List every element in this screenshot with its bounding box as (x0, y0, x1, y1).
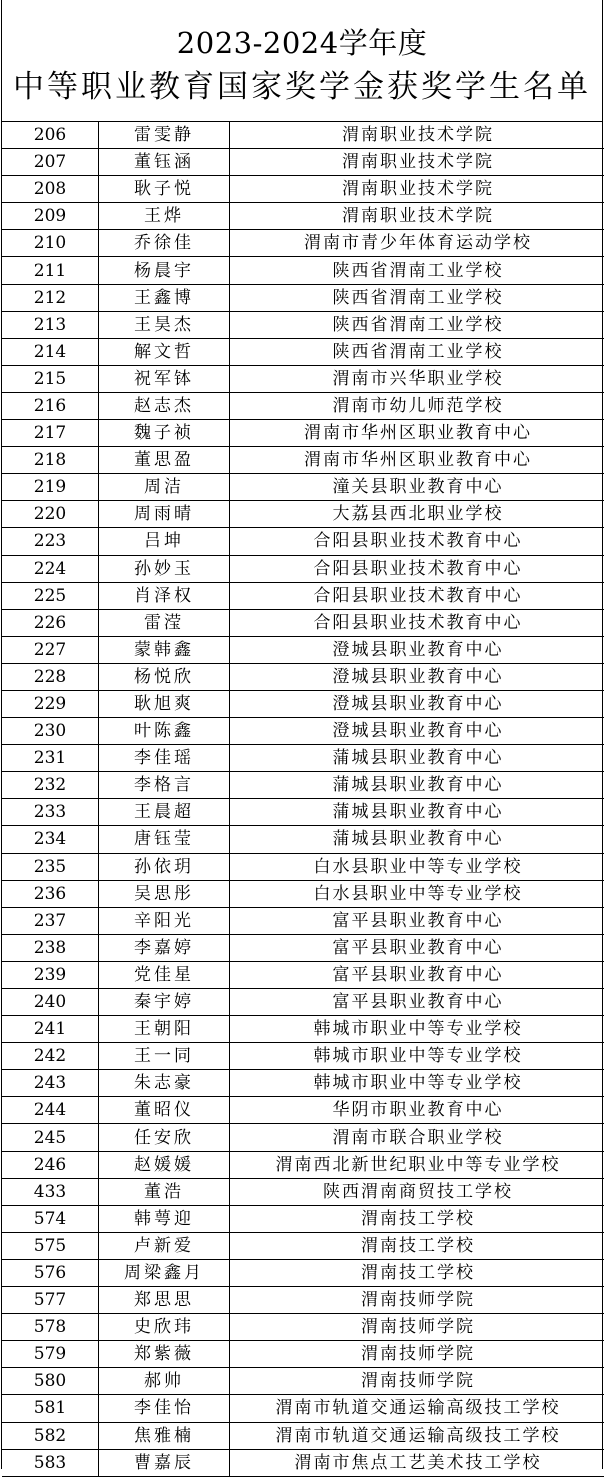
row-number-cell: 229 (2, 690, 99, 717)
school-name-cell: 富平县职业教育中心 (230, 989, 604, 1016)
row-number-cell: 245 (2, 1124, 99, 1151)
school-name-cell: 合阳县职业技术教育中心 (230, 609, 604, 636)
row-number-cell: 575 (2, 1232, 99, 1259)
school-name-cell: 澄城县职业教育中心 (230, 636, 604, 663)
title-main: 中等职业教育国家奖学金获奖学生名单 (2, 60, 602, 107)
student-name-cell: 卢新爱 (99, 1232, 230, 1259)
school-name-cell: 白水县职业中等专业学校 (230, 880, 604, 907)
student-name-cell: 李佳瑶 (99, 745, 230, 772)
school-name-cell: 渭南市兴华职业学校 (230, 365, 604, 392)
roster-table (2, 122, 604, 1477)
table-row (2, 284, 604, 311)
school-name-cell: 蒲城县职业教育中心 (230, 745, 604, 772)
school-name-cell: 渭南市轨道交通运输高级技工学校 (230, 1395, 604, 1422)
table-row (2, 1259, 604, 1286)
student-name-cell: 肖泽权 (99, 582, 230, 609)
school-name-cell: 白水县职业中等专业学校 (230, 853, 604, 880)
row-number-cell: 223 (2, 528, 99, 555)
school-name-cell: 蒲城县职业教育中心 (230, 826, 604, 853)
table-row (2, 772, 604, 799)
table-row (2, 690, 604, 717)
school-name-cell: 渭南市幼儿师范学校 (230, 392, 604, 419)
table-row (2, 934, 604, 961)
table-row (2, 338, 604, 365)
student-name-cell: 耿旭爽 (99, 690, 230, 717)
row-number-cell: 234 (2, 826, 99, 853)
student-name-cell: 任安欣 (99, 1124, 230, 1151)
row-number-cell: 235 (2, 853, 99, 880)
student-name-cell: 党佳星 (99, 961, 230, 988)
student-name-cell: 朱志豪 (99, 1070, 230, 1097)
table-row (2, 1314, 604, 1341)
table-row (2, 257, 604, 284)
row-number-cell: 217 (2, 420, 99, 447)
document-header (2, 0, 602, 122)
row-number-cell: 232 (2, 772, 99, 799)
school-name-cell: 渭南市焦点工艺美术技工学校 (230, 1449, 604, 1476)
school-name-cell: 澄城县职业教育中心 (230, 663, 604, 690)
row-number-cell: 206 (2, 122, 99, 149)
row-number-cell: 244 (2, 1097, 99, 1124)
school-name-cell: 渭南市华州区职业教育中心 (230, 420, 604, 447)
award-list-document (1, 0, 603, 1469)
table-row (2, 1422, 604, 1449)
title-academic-year: 2023-2024学年度 (2, 0, 602, 60)
school-name-cell: 渭南职业技术学院 (230, 203, 604, 230)
school-name-cell: 渭南市联合职业学校 (230, 1124, 604, 1151)
table-row (2, 989, 604, 1016)
row-number-cell: 240 (2, 989, 99, 1016)
student-name-cell: 吕坤 (99, 528, 230, 555)
school-name-cell: 大荔县西北职业学校 (230, 501, 604, 528)
table-row (2, 961, 604, 988)
school-name-cell: 陕西省渭南工业学校 (230, 338, 604, 365)
row-number-cell: 210 (2, 230, 99, 257)
student-name-cell: 雷雯静 (99, 122, 230, 149)
school-name-cell: 潼关县职业教育中心 (230, 474, 604, 501)
student-name-cell: 董思盈 (99, 447, 230, 474)
table-row (2, 149, 604, 176)
student-name-cell: 李格言 (99, 772, 230, 799)
row-number-cell: 212 (2, 284, 99, 311)
table-row (2, 663, 604, 690)
row-number-cell: 578 (2, 1314, 99, 1341)
school-name-cell: 陕西省渭南工业学校 (230, 311, 604, 338)
row-number-cell: 580 (2, 1368, 99, 1395)
school-name-cell: 渭南技工学校 (230, 1259, 604, 1286)
row-number-cell: 574 (2, 1205, 99, 1232)
table-row (2, 1124, 604, 1151)
row-number-cell: 236 (2, 880, 99, 907)
student-name-cell: 董浩 (99, 1178, 230, 1205)
table-row (2, 1232, 604, 1259)
student-name-cell: 杨悦欣 (99, 663, 230, 690)
student-name-cell: 辛阳光 (99, 907, 230, 934)
table-row (2, 1097, 604, 1124)
table-row (2, 799, 604, 826)
student-name-cell: 周梁鑫月 (99, 1259, 230, 1286)
row-number-cell: 209 (2, 203, 99, 230)
school-name-cell: 蒲城县职业教育中心 (230, 772, 604, 799)
table-row (2, 609, 604, 636)
row-number-cell: 211 (2, 257, 99, 284)
student-name-cell: 周洁 (99, 474, 230, 501)
school-name-cell: 渭南技师学院 (230, 1314, 604, 1341)
table-row (2, 555, 604, 582)
table-row (2, 745, 604, 772)
student-name-cell: 解文哲 (99, 338, 230, 365)
row-number-cell: 246 (2, 1151, 99, 1178)
row-number-cell: 218 (2, 447, 99, 474)
row-number-cell: 227 (2, 636, 99, 663)
student-name-cell: 王晨超 (99, 799, 230, 826)
student-name-cell: 雷滢 (99, 609, 230, 636)
student-name-cell: 李嘉婷 (99, 934, 230, 961)
table-row (2, 1368, 604, 1395)
school-name-cell: 韩城市职业中等专业学校 (230, 1070, 604, 1097)
school-name-cell: 渭南技工学校 (230, 1205, 604, 1232)
table-row (2, 1070, 604, 1097)
school-name-cell: 渭南技师学院 (230, 1287, 604, 1314)
school-name-cell: 合阳县职业技术教育中心 (230, 582, 604, 609)
student-name-cell: 史欣玮 (99, 1314, 230, 1341)
row-number-cell: 219 (2, 474, 99, 501)
row-number-cell: 226 (2, 609, 99, 636)
row-number-cell: 577 (2, 1287, 99, 1314)
school-name-cell: 渭南市青少年体育运动学校 (230, 230, 604, 257)
student-name-cell: 唐钰莹 (99, 826, 230, 853)
student-name-cell: 韩萼迎 (99, 1205, 230, 1232)
school-name-cell: 合阳县职业技术教育中心 (230, 555, 604, 582)
row-number-cell: 228 (2, 663, 99, 690)
table-row (2, 420, 604, 447)
school-name-cell: 渭南西北新世纪职业中等专业学校 (230, 1151, 604, 1178)
school-name-cell: 韩城市职业中等专业学校 (230, 1016, 604, 1043)
school-name-cell: 蒲城县职业教育中心 (230, 799, 604, 826)
table-row (2, 582, 604, 609)
student-name-cell: 吴思彤 (99, 880, 230, 907)
student-name-cell: 赵媛媛 (99, 1151, 230, 1178)
row-number-cell: 230 (2, 718, 99, 745)
school-name-cell: 渭南技师学院 (230, 1368, 604, 1395)
row-number-cell: 215 (2, 365, 99, 392)
school-name-cell: 合阳县职业技术教育中心 (230, 528, 604, 555)
row-number-cell: 208 (2, 176, 99, 203)
table-row (2, 880, 604, 907)
school-name-cell: 渭南技工学校 (230, 1232, 604, 1259)
student-name-cell: 魏子祯 (99, 420, 230, 447)
student-name-cell: 蒙韩鑫 (99, 636, 230, 663)
row-number-cell: 238 (2, 934, 99, 961)
table-row (2, 176, 604, 203)
row-number-cell: 224 (2, 555, 99, 582)
table-row (2, 1043, 604, 1070)
school-name-cell: 渭南市华州区职业教育中心 (230, 447, 604, 474)
table-row (2, 1341, 604, 1368)
row-number-cell: 207 (2, 149, 99, 176)
school-name-cell: 华阴市职业教育中心 (230, 1097, 604, 1124)
table-row (2, 122, 604, 149)
student-name-cell: 郝帅 (99, 1368, 230, 1395)
student-name-cell: 杨晨宇 (99, 257, 230, 284)
student-name-cell: 王一同 (99, 1043, 230, 1070)
student-name-cell: 董钰涵 (99, 149, 230, 176)
table-row (2, 636, 604, 663)
school-name-cell: 澄城县职业教育中心 (230, 718, 604, 745)
student-name-cell: 郑思思 (99, 1287, 230, 1314)
student-name-cell: 李佳怡 (99, 1395, 230, 1422)
row-number-cell: 241 (2, 1016, 99, 1043)
student-name-cell: 王昊杰 (99, 311, 230, 338)
table-row (2, 1016, 604, 1043)
school-name-cell: 陕西省渭南工业学校 (230, 284, 604, 311)
table-row (2, 826, 604, 853)
row-number-cell: 231 (2, 745, 99, 772)
school-name-cell: 富平县职业教育中心 (230, 961, 604, 988)
school-name-cell: 富平县职业教育中心 (230, 907, 604, 934)
student-name-cell: 孙妙玉 (99, 555, 230, 582)
student-name-cell: 孙依玥 (99, 853, 230, 880)
row-number-cell: 242 (2, 1043, 99, 1070)
table-row (2, 203, 604, 230)
table-row (2, 1287, 604, 1314)
school-name-cell: 韩城市职业中等专业学校 (230, 1043, 604, 1070)
table-row (2, 1151, 604, 1178)
table-row (2, 1178, 604, 1205)
table-row (2, 230, 604, 257)
row-number-cell: 582 (2, 1422, 99, 1449)
table-row (2, 392, 604, 419)
row-number-cell: 579 (2, 1341, 99, 1368)
school-name-cell: 渭南职业技术学院 (230, 176, 604, 203)
row-number-cell: 576 (2, 1259, 99, 1286)
table-row (2, 311, 604, 338)
row-number-cell: 433 (2, 1178, 99, 1205)
student-name-cell: 焦雅楠 (99, 1422, 230, 1449)
row-number-cell: 583 (2, 1449, 99, 1476)
school-name-cell: 渭南技师学院 (230, 1341, 604, 1368)
school-name-cell: 渭南职业技术学院 (230, 149, 604, 176)
table-row (2, 501, 604, 528)
table-row (2, 907, 604, 934)
school-name-cell: 渭南市轨道交通运输高级技工学校 (230, 1422, 604, 1449)
student-name-cell: 祝军钵 (99, 365, 230, 392)
student-name-cell: 乔徐佳 (99, 230, 230, 257)
table-row (2, 447, 604, 474)
row-number-cell: 243 (2, 1070, 99, 1097)
table-row (2, 1449, 604, 1476)
row-number-cell: 239 (2, 961, 99, 988)
row-number-cell: 233 (2, 799, 99, 826)
student-name-cell: 周雨晴 (99, 501, 230, 528)
student-name-cell: 王朝阳 (99, 1016, 230, 1043)
row-number-cell: 581 (2, 1395, 99, 1422)
school-name-cell: 陕西渭南商贸技工学校 (230, 1178, 604, 1205)
row-number-cell: 216 (2, 392, 99, 419)
school-name-cell: 陕西省渭南工业学校 (230, 257, 604, 284)
student-name-cell: 秦宇婷 (99, 989, 230, 1016)
row-number-cell: 220 (2, 501, 99, 528)
student-name-cell: 王烨 (99, 203, 230, 230)
table-row (2, 474, 604, 501)
row-number-cell: 225 (2, 582, 99, 609)
table-row (2, 528, 604, 555)
table-row (2, 718, 604, 745)
table-row (2, 365, 604, 392)
row-number-cell: 237 (2, 907, 99, 934)
table-row (2, 853, 604, 880)
student-name-cell: 王鑫博 (99, 284, 230, 311)
row-number-cell: 213 (2, 311, 99, 338)
student-name-cell: 郑紫薇 (99, 1341, 230, 1368)
school-name-cell: 澄城县职业教育中心 (230, 690, 604, 717)
roster-table-body (2, 122, 604, 1476)
student-name-cell: 董昭仪 (99, 1097, 230, 1124)
student-name-cell: 赵志杰 (99, 392, 230, 419)
row-number-cell: 214 (2, 338, 99, 365)
student-name-cell: 曹嘉辰 (99, 1449, 230, 1476)
student-name-cell: 叶陈鑫 (99, 718, 230, 745)
table-row (2, 1205, 604, 1232)
school-name-cell: 富平县职业教育中心 (230, 934, 604, 961)
school-name-cell: 渭南职业技术学院 (230, 122, 604, 149)
table-row (2, 1395, 604, 1422)
student-name-cell: 耿子悦 (99, 176, 230, 203)
